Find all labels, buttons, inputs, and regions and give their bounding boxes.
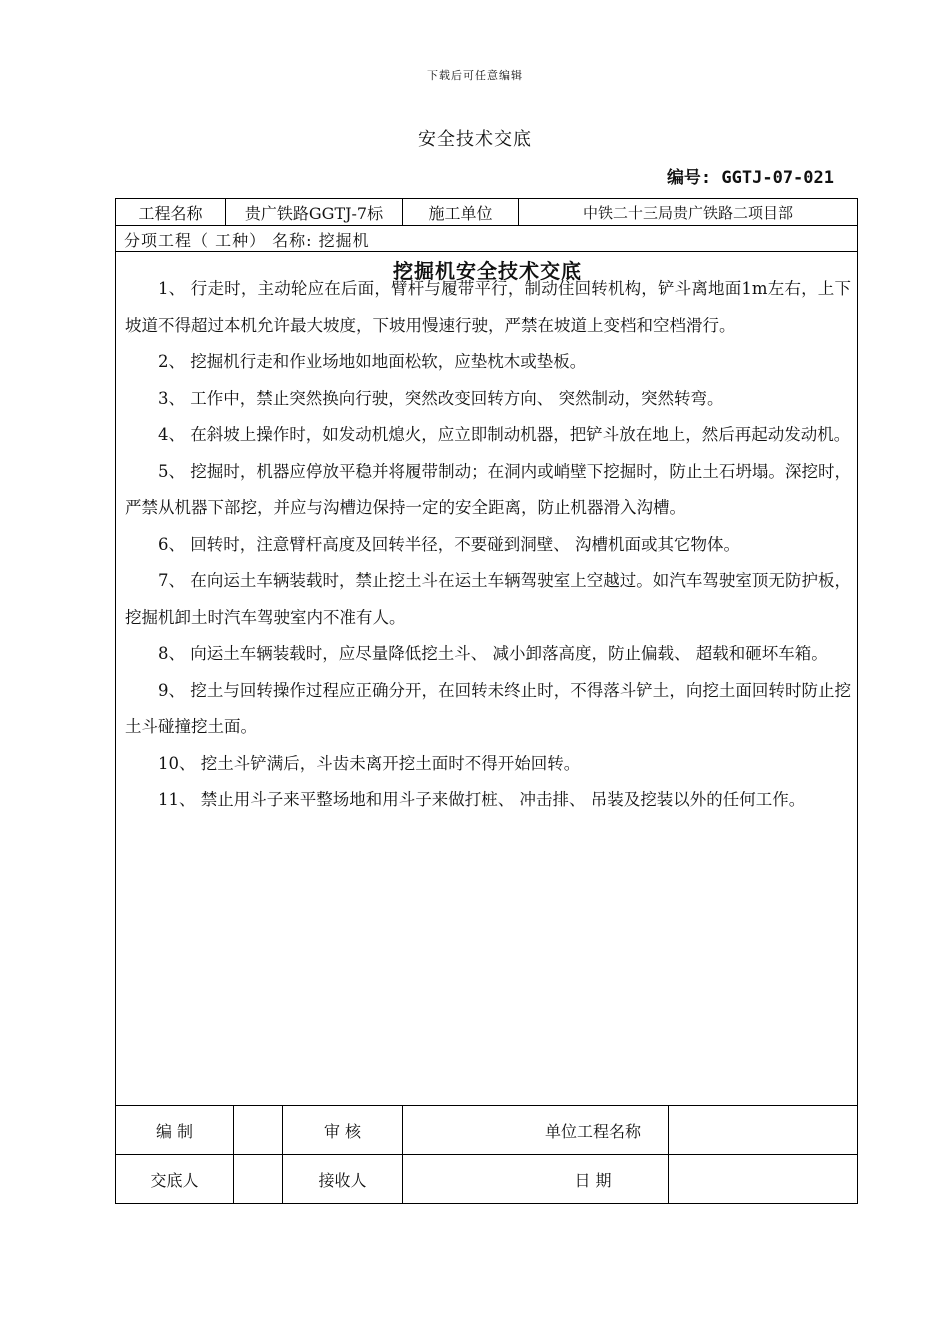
list-item: 4、 在斜坡上操作时，如发动机熄火，应立即制动机器，把铲斗放在地上，然后再起动发动机。 — [158, 425, 851, 444]
disclosure-content — [125, 271, 851, 819]
unit-project-name-label: 单位工程名称 — [544, 1121, 641, 1141]
main-title: 挖掘机安全技术交底 — [393, 259, 582, 283]
list-item: 10、 挖土斗铲满后，斗齿未离开挖土面时不得开始回转。 — [158, 753, 581, 773]
document-number: 编号: GGTJ-07-021 — [666, 168, 834, 188]
project-name-label: 工程名称 — [138, 203, 203, 223]
project-name-value: 贵广铁路GGTJ-7标 — [244, 203, 384, 223]
date-field[interactable] — [669, 1155, 857, 1203]
list-item: 9、 挖土与回转操作过程应正确分开，在回转未终止时，不得落斗铲土，向挖土面回转时防止挖土斗碰撞挖土面。 — [125, 680, 851, 736]
list-item: 2、 挖掘机行走和作业场地如地面松软，应垫枕木或垫板。 — [158, 352, 587, 371]
handover-person-label: 交底人 — [150, 1170, 199, 1190]
list-item: 11、 禁止用斗子来平整场地和用斗子来做打桩、 冲击排、 吊装及挖装以外的任何工作。 — [158, 790, 806, 809]
list-item: 7、 在向运土车辆装载时，禁止挖土斗在运土车辆驾驶室上空越过。如汽车驾驶室顶无防护板，挖掘机卸土时汽车驾驶室内不准有人。 — [125, 571, 851, 627]
unit-project-name-field[interactable] — [669, 1106, 857, 1154]
list-item: 1、 行走时，主动轮应在后面，臂杆与履带平行，制动住回转机构，铲斗离地面1m左右，上下坡道不得超过本机允许最大坡度，下坡用慢速行驶，严禁在坡道上变档和空档滑行。 — [125, 279, 851, 335]
header-note: 下载后可任意编辑 — [427, 69, 523, 82]
list-item: 5、 挖掘时，机器应停放平稳并将履带制动；在洞内或峭壁下挖掘时，防止土石坍塌。深挖时，严禁从机器下部挖，并应与沟槽边保持一定的安全距离，防止机器滑入沟槽。 — [125, 461, 851, 517]
construction-unit-label: 施工单位 — [428, 203, 493, 223]
list-item: 8、 向运土车辆装载时，应尽量降低挖土斗、 减小卸落高度，防止偏载、 超载和砸坏车箱。 — [158, 644, 828, 663]
handover-signature-field[interactable] — [234, 1155, 282, 1203]
document-title: 安全技术交底 — [418, 129, 532, 150]
receiver-signature-field[interactable] — [403, 1155, 518, 1203]
compile-label: 编 制 — [155, 1121, 194, 1141]
receiver-label: 接收人 — [318, 1170, 367, 1190]
construction-unit-value: 中铁二十三局贵广铁路二项目部 — [582, 203, 793, 222]
disclosure-form — [115, 198, 858, 1204]
subproject-line: 分项工程（ 工种） 名称: 挖掘机 — [124, 230, 370, 250]
date-label: 日 期 — [574, 1170, 612, 1190]
list-item: 3、 工作中，禁止突然换向行驶，突然改变回转方向、 突然制动，突然转弯。 — [158, 388, 724, 408]
compile-signature-field[interactable] — [234, 1106, 282, 1154]
list-item: 6、 回转时，注意臂杆高度及回转半径，不要碰到洞壁、 沟槽机面或其它物体。 — [158, 534, 740, 554]
review-signature-field[interactable] — [403, 1106, 518, 1154]
review-label: 审 核 — [323, 1121, 362, 1141]
